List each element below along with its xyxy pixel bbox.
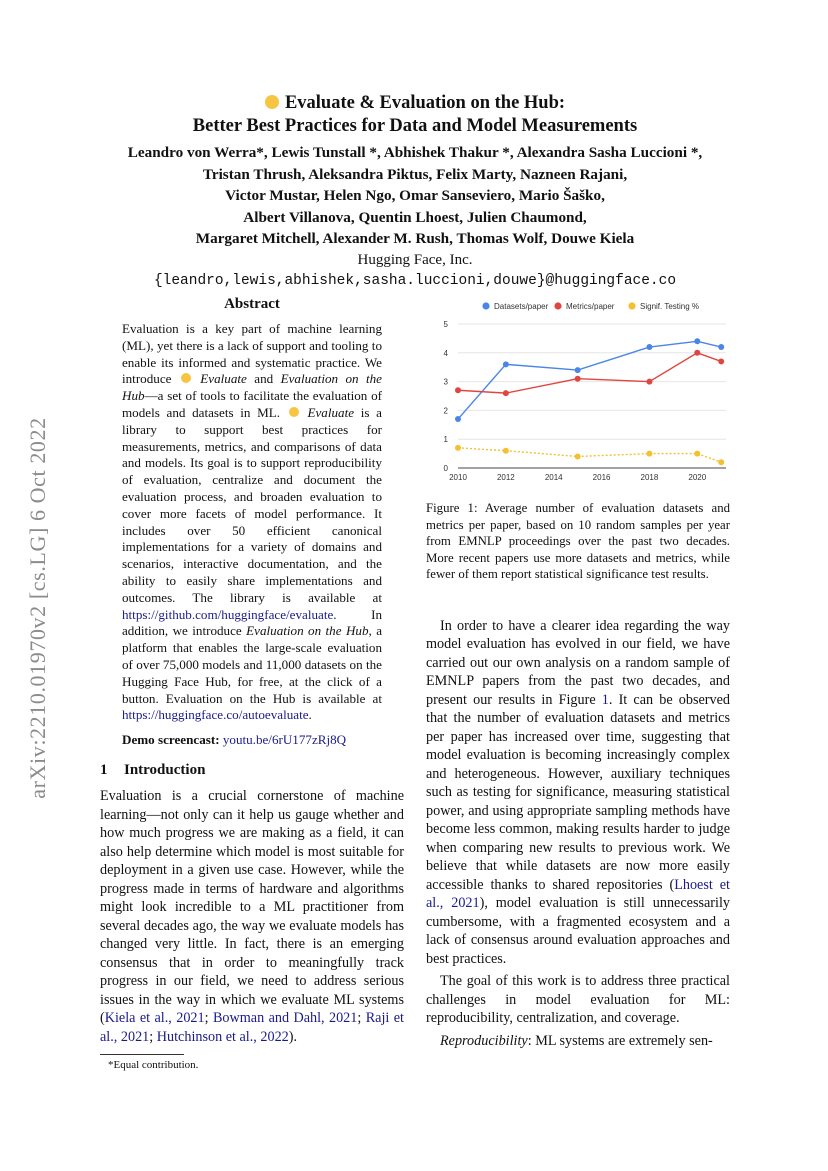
footnote-divider: [100, 1054, 184, 1055]
y-tick-label: 2: [443, 406, 448, 416]
y-tick-label: 0: [443, 464, 448, 473]
github-link[interactable]: https://github.com/huggingface/evaluate: [122, 606, 334, 622]
affiliation: Hugging Face, Inc.: [357, 251, 473, 268]
series-line: [458, 448, 721, 462]
data-point: [455, 387, 461, 393]
intro-paragraph: Reproducibility: ML systems are extremely sen-: [440, 1032, 713, 1049]
figure-1-chart: [426, 296, 730, 480]
x-tick-label: 2018: [640, 473, 659, 480]
autoevaluate-link[interactable]: https://huggingface.co/autoevaluate: [122, 707, 309, 723]
x-tick-label: 2010: [449, 473, 467, 480]
data-point: [455, 416, 461, 422]
x-tick-label: 2012: [496, 473, 515, 480]
data-point: [694, 350, 700, 356]
demo-link[interactable]: youtu.be/6rU177zRj8Q: [222, 732, 347, 748]
citation-link[interactable]: Lhoest et al., 2021: [426, 876, 730, 912]
citation-link[interactable]: Bowman and Dahl, 2021: [212, 1010, 358, 1027]
legend-label: Datasets/paper: [494, 302, 549, 311]
author-list: [100, 142, 730, 250]
data-point: [646, 379, 652, 385]
author-line: Leandro von Werra*, Lewis Tunstall *, Abhishek Thakur *, Alexandra Sasha Luccioni *,: [127, 144, 703, 161]
data-point: [575, 453, 581, 459]
intro-paragraph: Evaluation is a crucial cornerstone of machine learning—not only can it help us gauge whether and how much progress we are making as a field, it can also help determine which model is most suitable for deployment in a given use case. However, while the progress made in terms of hardware and algorithms might look incredible to a ML practitioner from several decades ago, the way we evaluate models has changed very little. In fact, there is an emerging consensus that in order to meaningfully track progress in our field, we need to address serious issues in the way in which we evaluate ML systems (Kiela et al., 2021; Bowman and Dahl, 2021; Raji et al., 2021; Hutchinson et al., 2022).: [100, 788, 404, 1045]
y-tick-label: 4: [443, 348, 448, 358]
data-point: [646, 344, 652, 350]
data-point: [575, 367, 581, 373]
right-column: [426, 296, 730, 1050]
x-tick-label: 2016: [592, 473, 611, 480]
legend-marker: [554, 302, 561, 309]
y-tick-label: 1: [443, 435, 448, 445]
data-point: [455, 445, 461, 451]
data-point: [718, 344, 724, 350]
data-point: [503, 361, 509, 367]
hugging-face-emoji-icon: [181, 373, 191, 383]
abstract-text: Evaluation is a key part of machine learning (ML), yet there is a lack of support and tooling to enable its informed and systematic practice. We introduce Evaluate and Evaluation on the Hub—a set of tools to facilitate the evaluation of models and datasets in ML. Evaluate is a library to support best practices for measurements, metrics, and comparisons of data and models. Its goal is to support reproducibility of evaluation, centralize and document the evaluation process, and broaden evaluation to cover more facets of model performance. It includes over 50 efficient canonical implementations for a variety of domains and scenarios, interactive documentation, and the ability to easily share implementations and outcomes. The library is available at https://github.com/huggingface/evaluate. In addition, we introduce Evaluation on the Hub, a platform that enables the large-scale evaluation of over 75,000 models and 11,000 datasets on the Hugging Face Hub, for free, at the click of a button. Evaluation on the Hub is available at https://huggingface.co/autoevaluate.: [122, 321, 382, 723]
author-line: Albert Villanova, Quentin Lhoest, Julien Chaumond,: [243, 208, 587, 226]
data-point: [575, 376, 581, 382]
data-point: [718, 459, 724, 465]
author-line: Victor Mustar, Helen Ngo, Omar Sanseviero, Mario Šaško,: [225, 187, 605, 204]
footnote: *Equal contribution.: [108, 1059, 199, 1072]
left-column: [100, 296, 404, 1071]
author-line: Tristan Thrush, Aleksandra Piktus, Felix Marty, Nazneen Rajani,: [202, 165, 628, 183]
abstract-heading: Abstract: [224, 296, 280, 312]
legend-marker: [482, 302, 489, 309]
intro-paragraph: The goal of this work is to address three practical challenges in model evaluation for ML: reproducibility, centralization, and coverage.: [426, 973, 730, 1027]
data-point: [646, 451, 652, 457]
paper-title: Evaluate & Evaluation on the Hub: Better Best Practices for Data and Model Measurements: [192, 93, 638, 136]
paper-header: [100, 92, 730, 292]
data-point: [503, 448, 509, 454]
arxiv-identifier: arXiv:2210.01970v2 [cs.LG] 6 Oct 2022: [25, 417, 50, 799]
legend-label: Metrics/paper: [566, 302, 615, 311]
citation-link[interactable]: Raji et al., 2021: [100, 1010, 404, 1045]
data-point: [694, 451, 700, 457]
author-emails: {leandro,lewis,abhishek,sasha.luccioni,douwe}@huggingface.co: [153, 272, 677, 289]
figure-ref-link[interactable]: 1: [601, 691, 609, 708]
legend-marker: [628, 302, 635, 309]
line-chart: [426, 296, 730, 480]
data-point: [694, 338, 700, 344]
legend-label: Signif. Testing %: [640, 302, 699, 311]
y-tick-label: 3: [443, 377, 448, 387]
intro-paragraph: In order to have a clearer idea regarding the way model evaluation has evolved in our field, we have carried out our own analysis on a random sample of EMNLP papers from the past two decades, and present our results in Figure 1. It can be observed that the number of evaluation datasets and metrics per paper has increased over time, suggesting that model evaluation is becoming increasingly complex and heterogeneous. However, auxiliary techniques such as testing for significance, measuring statistical power, and using appropriate sampling methods have become less common, making results harder to judge when comparing new results to previous work. We believe that while datasets are now more easily accessible thanks to shared repositories (Lhoest et al., 2021), model evaluation is still unnecessarily cumbersome, with a fragmented ecosystem and a lack of consensus around evaluation approaches and best practices.: [426, 617, 730, 967]
section-heading: 1 Introduction: [100, 762, 206, 779]
hugging-face-emoji-icon: [265, 95, 279, 109]
citation-link[interactable]: Kiela et al., 2021: [104, 1010, 205, 1027]
x-tick-label: 2014: [544, 473, 563, 480]
x-tick-label: 2020: [688, 473, 707, 480]
author-line: Margaret Mitchell, Alexander M. Rush, Thomas Wolf, Douwe Kiela: [195, 230, 635, 247]
data-point: [503, 390, 509, 396]
citation-link[interactable]: Hutchinson et al., 2022: [156, 1028, 289, 1045]
figure-caption: Figure 1: Average number of evaluation datasets and metrics per paper, based on 10 random samples per year from EMNLP proceedings over the past two decades. More recent papers use more datasets and metrics, while fewer of them report statistical significance test results.: [426, 501, 730, 582]
y-tick-label: 5: [443, 320, 448, 329]
hugging-face-emoji-icon: [289, 407, 299, 417]
data-point: [718, 358, 724, 364]
demo-screencast: Demo screencast: youtu.be/6rU177zRj8Q: [122, 732, 347, 748]
